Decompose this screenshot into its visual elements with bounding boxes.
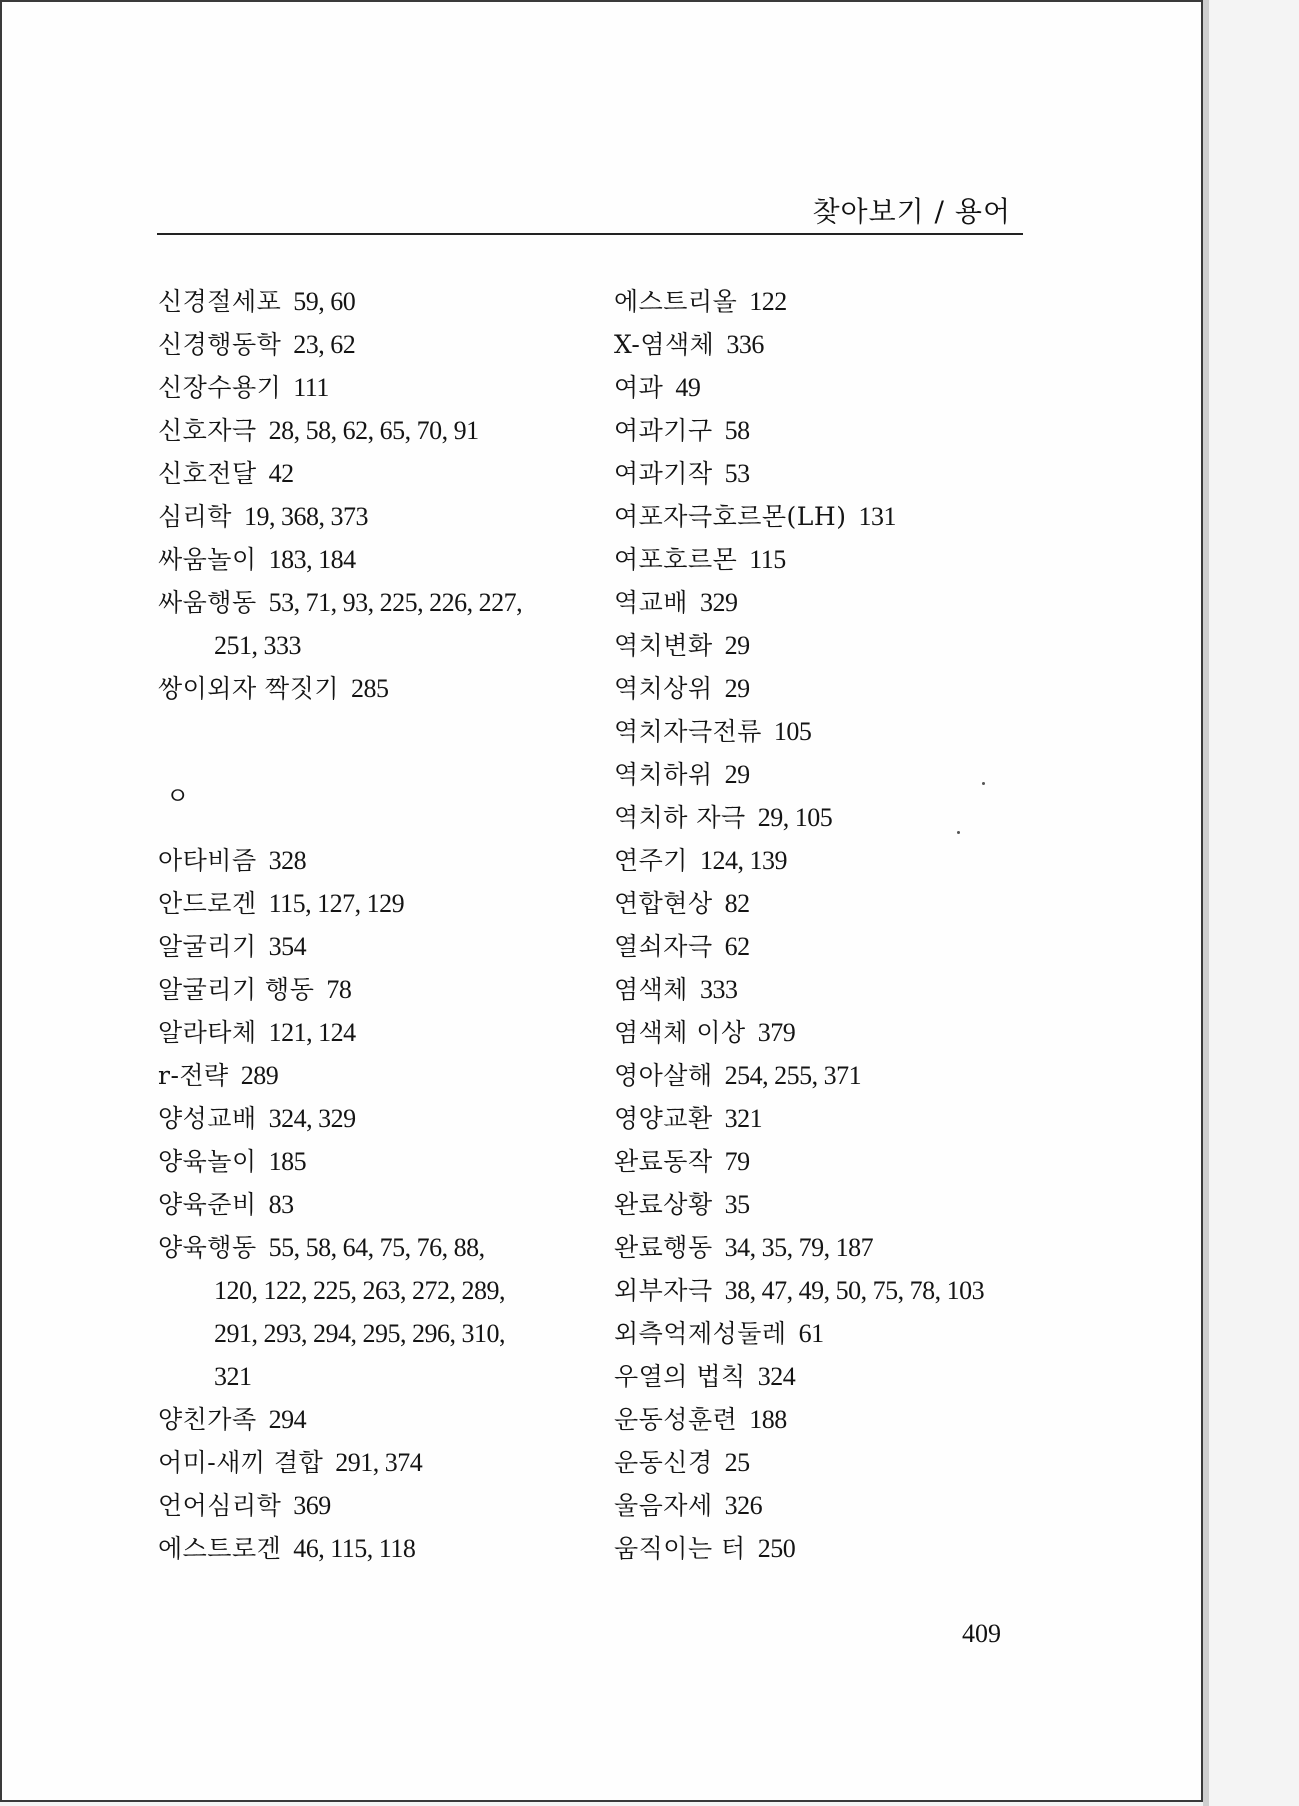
index-term: 알굴리기 행동 [158, 975, 315, 1004]
index-pages: 61 [798, 1319, 824, 1348]
index-entry [158, 495, 608, 538]
index-pages: 131 [858, 502, 896, 531]
index-pages: 59, 60 [293, 287, 356, 316]
index-entry [158, 366, 608, 409]
index-entry [614, 452, 1034, 495]
index-term: 신호전달 [158, 459, 257, 488]
index-entry [158, 882, 608, 925]
index-pages: 115, 127, 129 [268, 889, 405, 918]
index-pages: 55, 58, 64, 75, 76, 88, [268, 1233, 485, 1262]
index-pages: 185 [268, 1147, 307, 1176]
index-pages: 19, 368, 373 [243, 502, 368, 531]
index-term: 연합현상 [614, 889, 713, 918]
index-entry [158, 1398, 608, 1441]
index-term: 염색체 [614, 975, 688, 1004]
index-term: 운동성훈련 [614, 1405, 738, 1434]
index-entry [158, 1140, 608, 1183]
index-entry [614, 538, 1034, 581]
index-entry [158, 323, 608, 366]
index-entry [614, 1484, 1034, 1527]
index-term: 움직이는 터 [614, 1534, 746, 1563]
index-pages: 254, 255, 371 [724, 1061, 862, 1090]
index-term: 여과기구 [614, 416, 713, 445]
index-entry [614, 1398, 1034, 1441]
index-term: 완료행동 [614, 1233, 713, 1262]
index-term: 신경절세포 [158, 287, 282, 316]
index-pages: 183, 184 [268, 545, 356, 574]
section-spacer [158, 710, 608, 753]
section-heading-letter: ㅇ [166, 782, 190, 810]
index-entry [614, 1441, 1034, 1484]
index-term: 여과 [614, 373, 664, 402]
index-term: 외부자극 [614, 1276, 713, 1305]
index-entry [614, 323, 1034, 366]
index-entry [158, 925, 608, 968]
index-term: 역치변화 [614, 631, 713, 660]
index-pages: 82 [724, 889, 750, 918]
index-pages: 35 [724, 1190, 750, 1219]
index-term: 에스트로겐 [158, 1534, 282, 1563]
index-entry [614, 1183, 1034, 1226]
index-entry [614, 753, 1034, 796]
index-pages: 336 [726, 330, 764, 359]
index-pages: 354 [268, 932, 307, 961]
index-entry [614, 710, 1034, 753]
index-pages: 321 [724, 1104, 763, 1133]
index-pages: 122 [749, 287, 787, 316]
index-term: 에스트리올 [614, 287, 738, 316]
index-pages: 46, 115, 118 [293, 1534, 416, 1563]
index-entry [614, 409, 1034, 452]
index-entry [614, 796, 1034, 839]
index-pages: 121, 124 [268, 1018, 356, 1047]
index-term: 여포호르몬 [614, 545, 738, 574]
index-term: 영양교환 [614, 1104, 713, 1133]
index-pages: 29 [724, 631, 750, 660]
index-pages-continued: 120, 122, 225, 263, 272, 289, [214, 1276, 505, 1305]
index-term: 역교배 [614, 588, 688, 617]
index-pages: 29 [724, 674, 750, 703]
index-entry [158, 667, 608, 710]
index-entry [614, 1097, 1034, 1140]
index-entry [614, 1226, 1034, 1269]
index-term: 여포자극호르몬(LH) [614, 502, 847, 531]
index-pages: 369 [293, 1491, 331, 1520]
index-pages-continued: 251, 333 [214, 631, 301, 660]
scan-speck [982, 782, 985, 785]
index-term: 양육준비 [158, 1190, 257, 1219]
index-pages: 105 [773, 717, 812, 746]
index-term: 양친가족 [158, 1405, 257, 1434]
index-term: 역치상위 [614, 674, 713, 703]
index-term: 신장수용기 [158, 373, 282, 402]
index-pages: 250 [757, 1534, 796, 1563]
index-entry [614, 495, 1034, 538]
index-entry [158, 1011, 608, 1054]
index-entry [614, 1269, 1034, 1312]
index-pages: 115 [749, 545, 786, 574]
index-term: X-염색체 [614, 330, 715, 359]
index-pages: 79 [724, 1147, 750, 1176]
index-pages: 49 [675, 373, 701, 402]
index-entry [158, 409, 608, 452]
index-pages: 291, 374 [335, 1448, 423, 1477]
index-pages: 29 [724, 760, 750, 789]
index-pages: 324, 329 [268, 1104, 356, 1133]
index-term: 아타비즘 [158, 846, 257, 875]
index-entry [158, 581, 608, 624]
index-term: 심리학 [158, 502, 232, 531]
index-term: 싸움놀이 [158, 545, 257, 574]
index-term: 열쇠자극 [614, 932, 713, 961]
index-entry [614, 1140, 1034, 1183]
index-entry [614, 624, 1034, 667]
index-term: 역치자극전류 [614, 717, 762, 746]
index-entry [614, 1527, 1034, 1570]
index-pages: 29, 105 [757, 803, 833, 832]
index-term: 안드로겐 [158, 889, 257, 918]
index-term: 언어심리학 [158, 1491, 282, 1520]
index-entry [158, 1097, 608, 1140]
index-term: 역치하 자극 [614, 803, 746, 832]
index-entry [614, 925, 1034, 968]
index-term: 연주기 [614, 846, 688, 875]
index-entry [158, 538, 608, 581]
page-header [157, 190, 1023, 235]
index-term: 양육행동 [158, 1233, 257, 1262]
index-entry [158, 1226, 608, 1269]
index-term: 우열의 법칙 [614, 1362, 746, 1391]
index-term: 완료동작 [614, 1147, 713, 1176]
index-term: 알굴리기 [158, 932, 257, 961]
index-pages: 188 [749, 1405, 787, 1434]
index-entry [614, 839, 1034, 882]
index-term: 신호자극 [158, 416, 257, 445]
index-column-left [158, 280, 608, 1570]
index-pages: 333 [699, 975, 738, 1004]
index-entry [614, 581, 1034, 624]
header-title: 찾아보기 / 용어 [812, 195, 1011, 228]
index-term: 여과기작 [614, 459, 713, 488]
index-term: 역치하위 [614, 760, 713, 789]
index-term: 완료상황 [614, 1190, 713, 1219]
index-term: 운동신경 [614, 1448, 713, 1477]
index-pages: 285 [351, 674, 389, 703]
index-term: 울음자세 [614, 1491, 713, 1520]
index-pages: 38, 47, 49, 50, 75, 78, 103 [724, 1276, 985, 1305]
index-pages-continued: 321 [214, 1362, 252, 1391]
index-pages: 111 [293, 373, 329, 402]
index-entry [158, 839, 608, 882]
index-entry [614, 1011, 1034, 1054]
index-term: r-전략 [158, 1061, 229, 1090]
index-entry [158, 1527, 608, 1570]
index-term: 영아살해 [614, 1061, 713, 1090]
index-entry [614, 1355, 1034, 1398]
index-entry [158, 1183, 608, 1226]
page-number: 409 [962, 1619, 1001, 1648]
index-entry [614, 1054, 1034, 1097]
index-term: 염색체 이상 [614, 1018, 746, 1047]
index-entry [158, 1054, 608, 1097]
index-pages: 34, 35, 79, 187 [724, 1233, 874, 1262]
index-pages: 328 [268, 846, 307, 875]
index-pages: 23, 62 [293, 330, 356, 359]
index-entry [614, 882, 1034, 925]
index-entry [614, 366, 1034, 409]
index-pages: 53, 71, 93, 225, 226, 227, [268, 588, 523, 617]
index-pages: 124, 139 [699, 846, 787, 875]
index-term: 쌍이외자 짝짓기 [158, 674, 339, 703]
scan-speck [957, 831, 960, 834]
index-entry [158, 968, 608, 1011]
page-edge-shadow [1203, 0, 1209, 1806]
index-entry [158, 1441, 608, 1484]
index-pages: 324 [757, 1362, 796, 1391]
index-pages-continued: 291, 293, 294, 295, 296, 310, [214, 1319, 505, 1348]
index-term: 싸움행동 [158, 588, 257, 617]
index-pages: 62 [724, 932, 750, 961]
index-pages: 28, 58, 62, 65, 70, 91 [268, 416, 479, 445]
index-term: 양육놀이 [158, 1147, 257, 1176]
index-pages: 78 [326, 975, 352, 1004]
index-pages: 289 [240, 1061, 279, 1090]
index-entry [158, 280, 608, 323]
index-entry [614, 280, 1034, 323]
index-entry [614, 667, 1034, 710]
index-term: 어미-새끼 결합 [158, 1448, 324, 1477]
index-pages: 329 [699, 588, 738, 617]
index-entry [158, 1484, 608, 1527]
index-pages: 379 [757, 1018, 796, 1047]
header-rule [157, 233, 1023, 235]
index-pages: 25 [724, 1448, 750, 1477]
index-pages: 58 [724, 416, 750, 445]
index-term: 알라타체 [158, 1018, 257, 1047]
index-pages: 326 [724, 1491, 763, 1520]
index-term: 신경행동학 [158, 330, 282, 359]
index-entry [158, 452, 608, 495]
index-term: 양성교배 [158, 1104, 257, 1133]
index-entry [614, 1312, 1034, 1355]
index-term: 외측억제성둘레 [614, 1319, 787, 1348]
index-pages: 83 [268, 1190, 294, 1219]
index-pages: 53 [724, 459, 750, 488]
index-entry [614, 968, 1034, 1011]
index-pages: 294 [268, 1405, 307, 1434]
index-column-right [614, 280, 1034, 1570]
index-pages: 42 [268, 459, 294, 488]
